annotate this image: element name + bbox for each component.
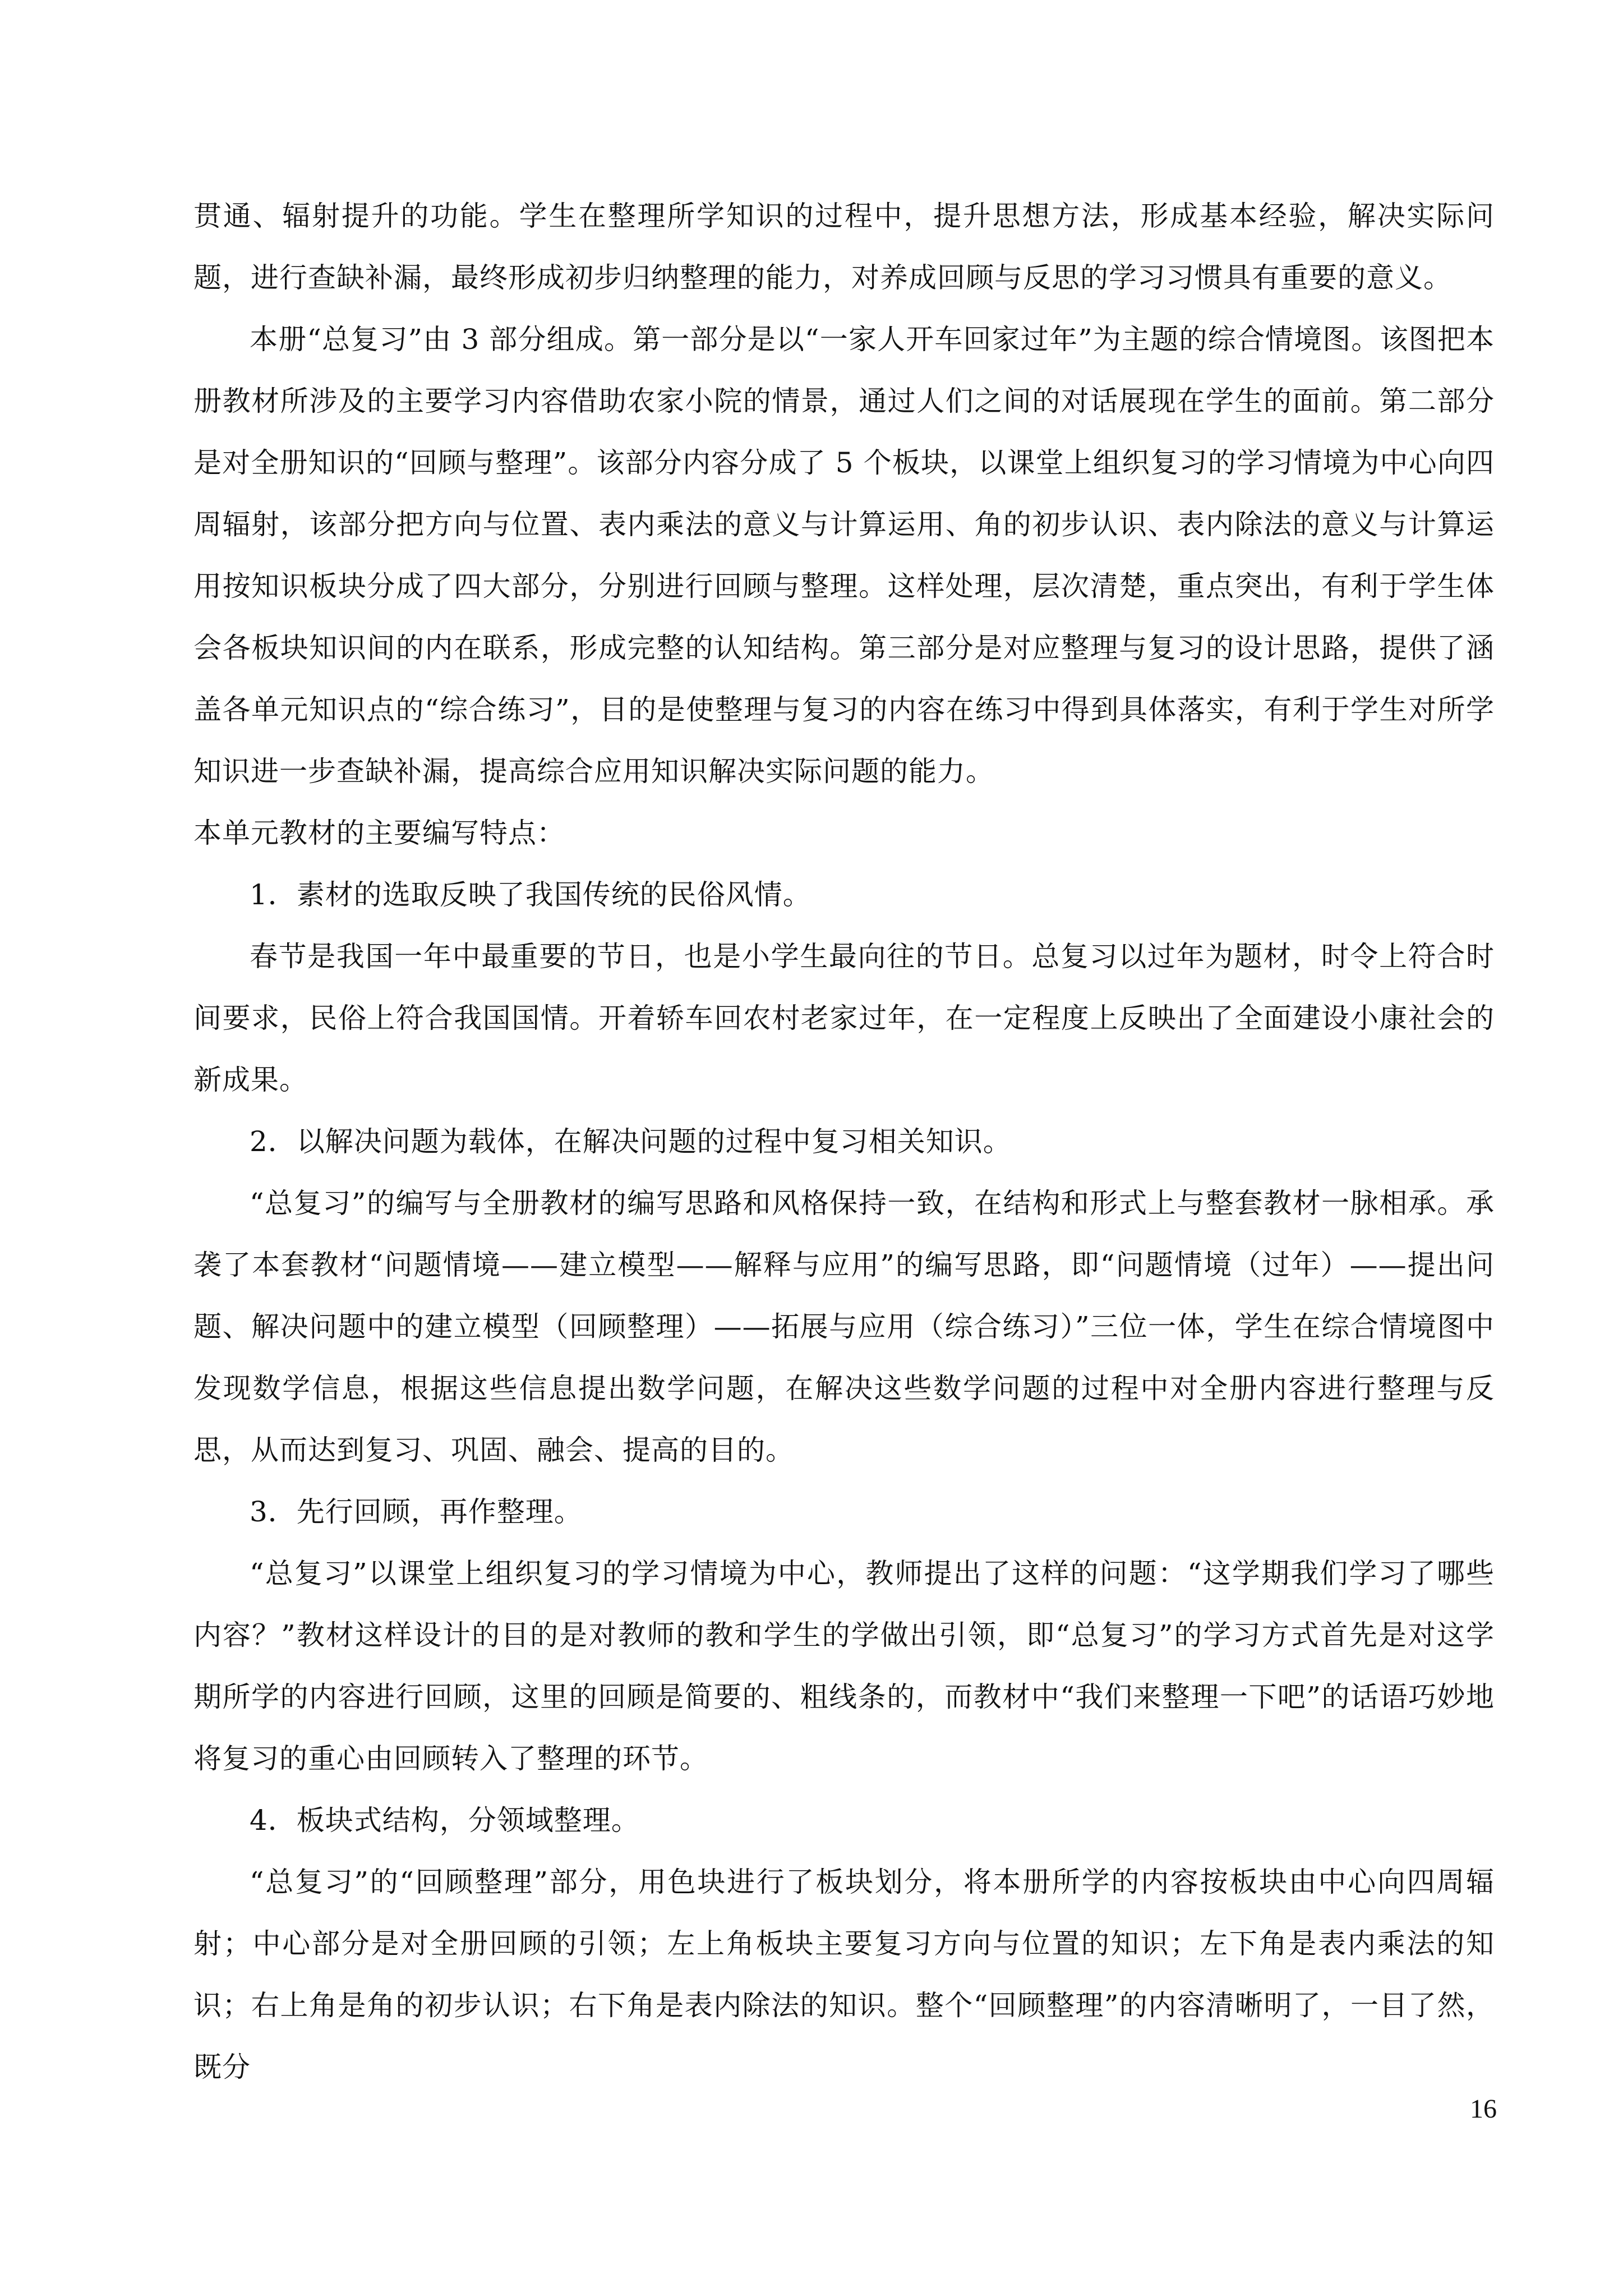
feature-body-4: “总复习”的“回顾整理”部分，用色块进行了板块划分，将本册所学的内容按板块由中心向四周辐射；中心部分是对全册回顾的引领；左上角板块主要复习方向与位置的知识；左下角是表内乘法的知识；右上角是角的初步认识；右下角是表内除法的知识。整个“回顾整理”的内容清晰明了，一目了然，既分 [193, 1866, 1495, 2083]
page-number: 16 [1470, 2094, 1497, 2124]
feature-body-1: 春节是我国一年中最重要的节日，也是小学生最向往的节日。总复习以过年为题材，时令上符合时间要求，民俗上符合我国国情。开着轿车回农村老家过年，在一定程度上反映出了全面建设小康社会的新成果。 [193, 940, 1495, 1096]
document-body [193, 185, 1495, 2098]
feature-body-3: “总复习”以课堂上组织复习的学习情境为中心，教师提出了这样的问题：“这学期我们学习了哪些内容？”教材这样设计的目的是对教师的教和学生的学做出引领，即“总复习”的学习方式首先是对这学期所学的内容进行回顾，这里的回顾是简要的、粗线条的，而教材中“我们来整理一下吧”的话语巧妙地将复习的重心由回顾转入了整理的环节。 [193, 1557, 1495, 1775]
paragraph-structure-overview: 本册“总复习”由 3 部分组成。第一部分是以“一家人开车回家过年”为主题的综合情境图。该图把本册教材所涉及的主要学习内容借助农家小院的情景，通过人们之间的对话展现在学生的面前。第二部分是对全册知识的“回顾与整理”。该部分内容分成了 5 个板块，以课堂上组织复习的学习情境为中心向四周辐射，该部分把方向与位置、表内乘法的意义与计算运用、角的初步认识、表内除法的意义与计算运用按知识板块分成了四大部分，分别进行回顾与整理。这样处理，层次清楚，重点突出，有利于学生体会各板块知识间的内在联系，形成完整的认知结构。第三部分是对应整理与复习的设计思路，提供了涵盖各单元知识点的“综合练习”，目的是使整理与复习的内容在练习中得到具体落实，有利于学生对所学知识进一步查缺补漏，提高综合应用知识解决实际问题的能力。 [193, 323, 1495, 788]
paragraph-continuation: 贯通、辐射提升的功能。学生在整理所学知识的过程中，提升思想方法，形成基本经验，解决实际问题，进行查缺补漏，最终形成初步归纳整理的能力，对养成回顾与反思的学习习惯具有重要的意义。 [193, 200, 1495, 294]
feature-heading-4: 4．板块式结构，分领域整理。 [250, 1804, 640, 1837]
feature-heading-3: 3．先行回顾，再作整理。 [250, 1496, 583, 1528]
paragraph-features-heading: 本单元教材的主要编写特点： [193, 817, 565, 849]
feature-heading-1: 1．素材的选取反映了我国传统的民俗风情。 [250, 878, 811, 911]
feature-heading-2: 2．以解决问题为载体，在解决问题的过程中复习相关知识。 [250, 1125, 1012, 1158]
feature-body-2: “总复习”的编写与全册教材的编写思路和风格保持一致，在结构和形式上与整套教材一脉相承。承袭了本套教材“问题情境——建立模型——解释与应用”的编写思路，即“问题情境（过年）——提出问题、解决问题中的建立模型（回顾整理）——拓展与应用（综合练习）”三位一体，学生在综合情境图中发现数学信息，根据这些信息提出数学问题，在解决这些数学问题的过程中对全册内容进行整理与反思，从而达到复习、巩固、融会、提高的目的。 [193, 1187, 1495, 1466]
